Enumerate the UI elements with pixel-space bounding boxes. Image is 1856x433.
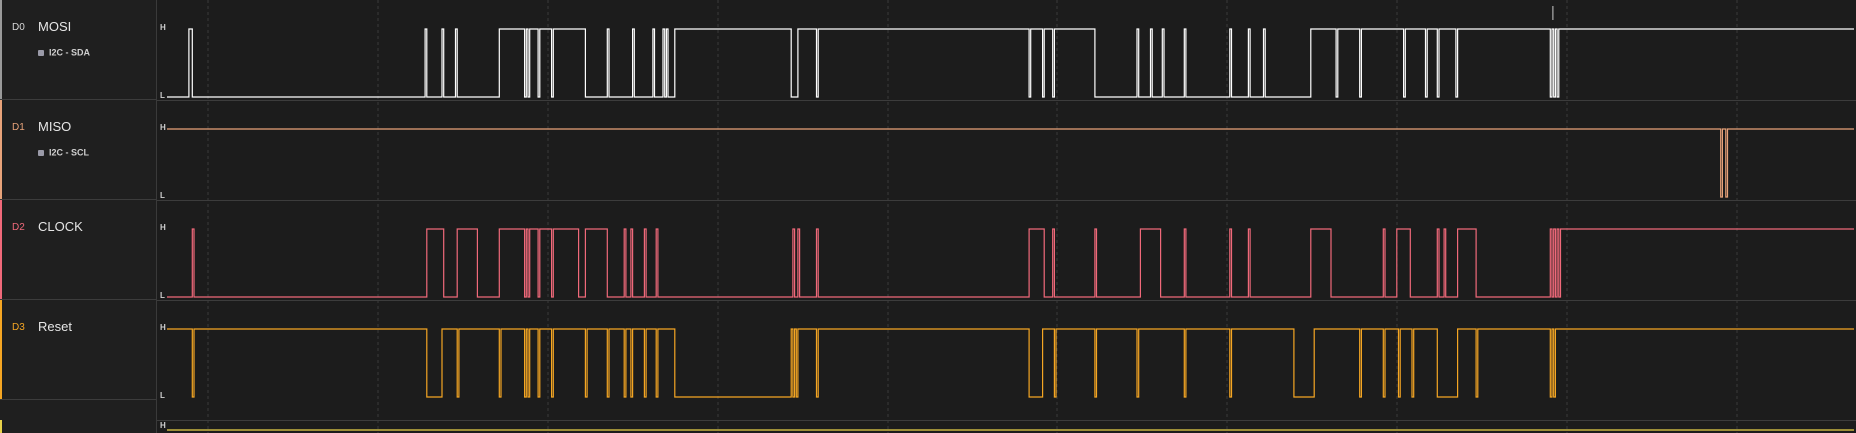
channel-name[interactable]: Reset — [38, 319, 72, 334]
signal-trace-d2[interactable] — [167, 229, 1854, 297]
high-level-label: H — [160, 23, 166, 32]
channel-color-accent — [0, 420, 2, 433]
channel-label-d0[interactable] — [0, 0, 156, 100]
analyzer-square-icon — [38, 150, 44, 156]
channel-id: D0 — [12, 22, 25, 33]
signal-trace-d0[interactable] — [167, 29, 1854, 97]
analyzer-tag[interactable]: I2C - SDA — [38, 47, 90, 58]
channel-name[interactable]: MOSI — [38, 19, 72, 34]
low-level-label: L — [160, 91, 165, 100]
channel-name[interactable]: CLOCK — [38, 219, 83, 234]
channel-color-accent — [0, 300, 2, 399]
high-level-label: H — [160, 123, 166, 132]
low-level-label: L — [160, 191, 165, 200]
channel-name[interactable]: MISO — [38, 119, 72, 134]
channel-label-d1[interactable] — [0, 100, 156, 200]
channel-id: D1 — [12, 122, 25, 133]
channel-label-d4[interactable] — [0, 420, 156, 433]
channel-label-d3[interactable] — [0, 300, 156, 400]
channel-color-accent — [0, 200, 2, 299]
analyzer-square-icon — [38, 50, 44, 56]
channel-color-accent — [0, 0, 2, 99]
analyzer-tag[interactable]: I2C - SCL — [38, 147, 89, 158]
signal-trace-d1[interactable] — [167, 129, 1854, 197]
high-level-label: H — [160, 323, 166, 332]
channel-label-column — [0, 0, 157, 433]
channel-id: D3 — [12, 322, 25, 333]
channel-color-accent — [0, 100, 2, 199]
waveform-canvas[interactable] — [157, 0, 1856, 433]
channel-id: D2 — [12, 222, 25, 233]
signal-trace-d3[interactable] — [167, 329, 1854, 397]
high-level-label: H — [160, 421, 166, 430]
channel-label-d2[interactable] — [0, 200, 156, 300]
high-level-label: H — [160, 223, 166, 232]
low-level-label: L — [160, 291, 165, 300]
low-level-label: L — [160, 391, 165, 400]
